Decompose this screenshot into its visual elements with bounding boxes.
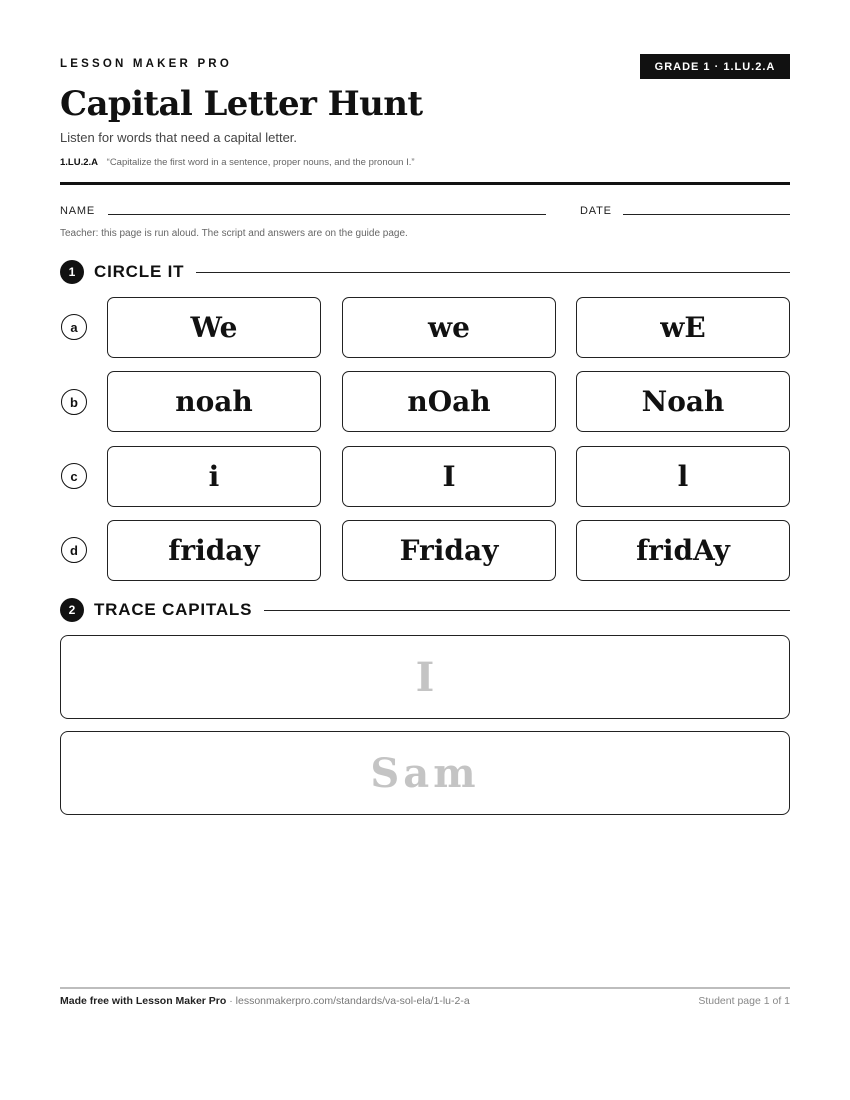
date-field[interactable] xyxy=(623,214,790,215)
choice-d-3[interactable]: fridAy xyxy=(576,520,790,581)
choice-c-3[interactable]: l xyxy=(576,446,790,507)
standard-text: “Capitalize the first word in a sentence, proper nouns, and the pronoun I.” xyxy=(106,157,415,168)
name-label: NAME xyxy=(60,205,95,217)
worksheet-subtitle: Listen for words that need a capital letter. xyxy=(60,130,298,145)
section-title: TRACE CAPITALS xyxy=(94,600,253,619)
choice-c-1[interactable]: i xyxy=(107,446,321,507)
choice-b-3[interactable]: Noah xyxy=(576,371,790,432)
grade-badge: GRADE 1 · 1.LU.2.A xyxy=(640,54,790,79)
standard-code: 1.LU.2.A xyxy=(60,157,99,168)
choice-d-2[interactable]: Friday xyxy=(342,520,556,581)
section-trace-capitals-header xyxy=(60,597,790,623)
date-label: DATE xyxy=(580,205,612,217)
footer-made-with: Made free with Lesson Maker Pro xyxy=(60,995,227,1007)
row-label-a: a xyxy=(61,314,87,340)
section-circle-it-header xyxy=(60,259,790,285)
row-label-c: c xyxy=(61,463,87,489)
choice-d-1[interactable]: friday xyxy=(107,520,321,581)
choice-a-2[interactable]: we xyxy=(342,297,556,358)
choice-b-2[interactable]: nOah xyxy=(342,371,556,432)
row-label-d: d xyxy=(61,537,87,563)
teacher-note: Teacher: this page is run aloud. The script and answers are on the guide page. xyxy=(60,228,408,239)
footer-credit xyxy=(60,995,470,1007)
choice-b-1[interactable]: noah xyxy=(107,371,321,432)
footer-divider xyxy=(60,987,790,989)
row-label-b: b xyxy=(61,389,87,415)
trace-box-1[interactable]: I xyxy=(60,635,790,719)
section-divider xyxy=(264,610,790,611)
worksheet-title: Capital Letter Hunt xyxy=(60,84,423,124)
section-number-badge: 1 xyxy=(60,260,84,284)
footer-url: · lessonmakerpro.com/standards/va-sol-ela/1-lu-2-a xyxy=(226,995,470,1007)
footer-page-number: Student page 1 of 1 xyxy=(698,995,790,1007)
section-title: CIRCLE IT xyxy=(94,262,185,281)
section-number-badge: 2 xyxy=(60,598,84,622)
section-divider xyxy=(196,272,790,273)
choice-a-3[interactable]: wE xyxy=(576,297,790,358)
trace-box-2[interactable]: Sam xyxy=(60,731,790,815)
choice-c-2[interactable]: I xyxy=(342,446,556,507)
brand-name: LESSON MAKER PRO xyxy=(60,58,232,70)
choice-a-1[interactable]: We xyxy=(107,297,321,358)
standard-line xyxy=(60,157,415,168)
name-field[interactable] xyxy=(108,214,546,215)
header-divider xyxy=(60,182,790,185)
